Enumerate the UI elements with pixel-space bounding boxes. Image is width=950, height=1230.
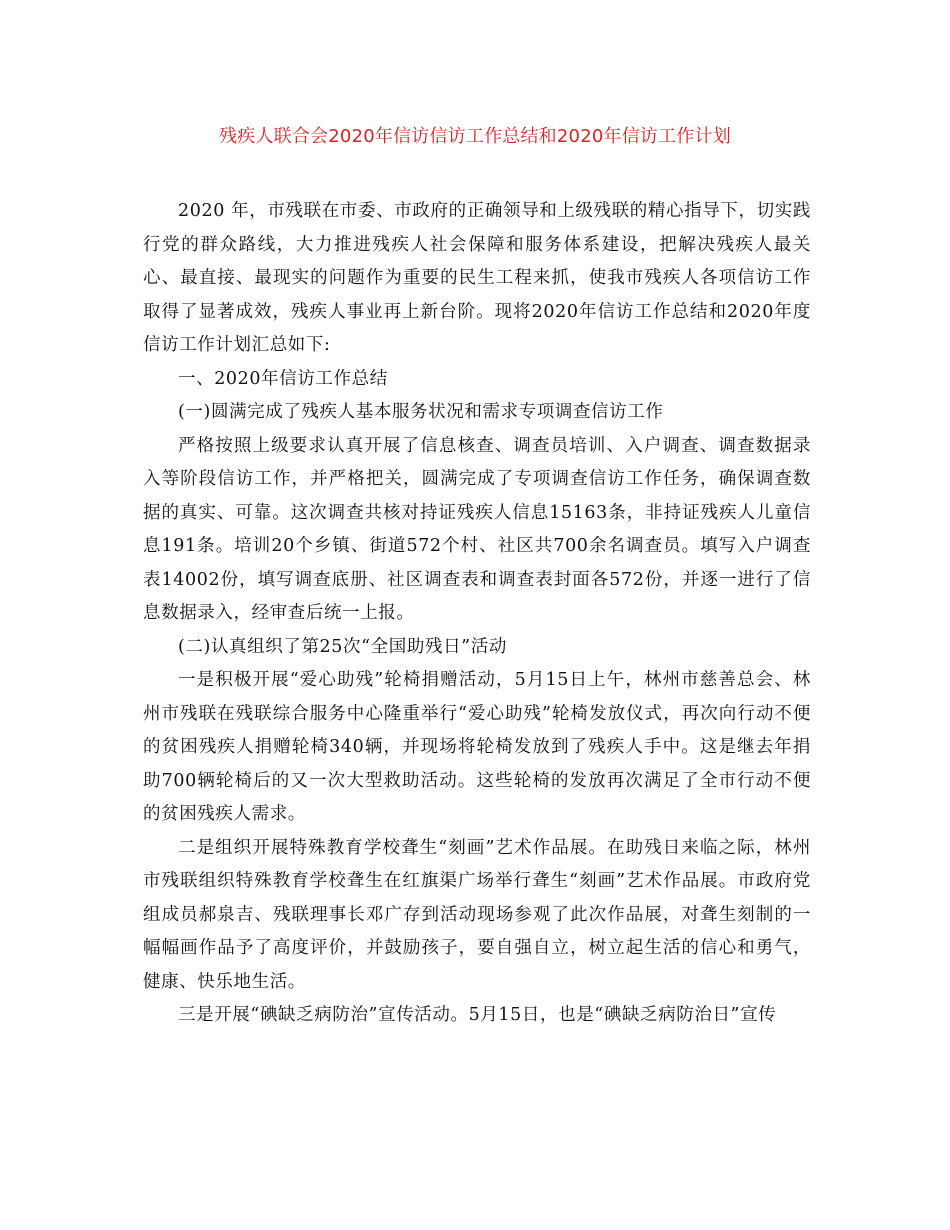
subsection-heading-aid-day: (二)认真组织了第25次“全国助残日”活动 [178,636,507,657]
document-body [143,195,811,1033]
paragraph-intro: 2020 年，市残联在市委、市政府的正确领导和上级残联的精心指导下，切实践行党的群众路线，大力推进残疾人社会保障和服务体系建设，把解决残疾人最关心、最直接、最现实的问题作为重要的民生工程来抓，使我市残疾人各项信访工作取得了显著成效，残疾人事业再上新台阶。现将2020年信访工作总结和2020年度信访工作计划汇总如下: [143,201,811,355]
section-heading-summary: 一、2020年信访工作总结 [178,368,388,389]
paragraph-art-exhibition: 二是组织开展特殊教育学校聋生“刻画”艺术作品展。在助残日来临之际，林州市残联组织特殊教育学校聋生在红旗渠广场举行聋生“刻画”艺术作品展。市政府党组成员郝泉吉、残联理事长邓广存到活动现场参观了此次作品展，对聋生刻制的一幅幅画作品予了高度评价，并鼓励孩子，要自强自立，树立起生活的信心和勇气，健康、快乐地生活。 [143,837,811,992]
paragraph-wheelchair: 一是积极开展“爱心助残”轮椅捐赠活动，5月15日上午，林州市慈善总会、林州市残联在残联综合服务中心隆重举行“爱心助残”轮椅发放仪式，再次向行动不便的贫困残疾人捐赠轮椅340辆，并现场将轮椅发放到了残疾人手中。这是继去年捐助700辆轮椅后的又一次大型救助活动。这些轮椅的发放再次满足了全市行动不便的贫困残疾人需求。 [143,670,811,824]
subsection-heading-survey: (一)圆满完成了残疾人基本服务状况和需求专项调查信访工作 [178,402,664,422]
document-title: 残疾人联合会2020年信访信访工作总结和2020年信访工作计划 [219,126,731,147]
paragraph-survey: 严格按照上级要求认真开展了信息核查、调查员培训、入户调查、调查数据录入等阶段信访工作，并严格把关，圆满完成了专项调查信访工作任务，确保调查数据的真实、可靠。这次调查共核对持证残疾人信息15163条，非持证残疾人儿童信息191条。培训20个乡镇、街道572个村、社区共700余名调查员。填写入户调查表14002份，填写调查底册、社区调查表和调查表封面各572份，并逐一进行了信息数据录入，经审查后统一上报。 [143,435,811,623]
paragraph-iodine: 三是开展“碘缺乏病防治”宣传活动。5月15日，也是“碘缺乏病防治日”宣传 [178,1005,777,1025]
